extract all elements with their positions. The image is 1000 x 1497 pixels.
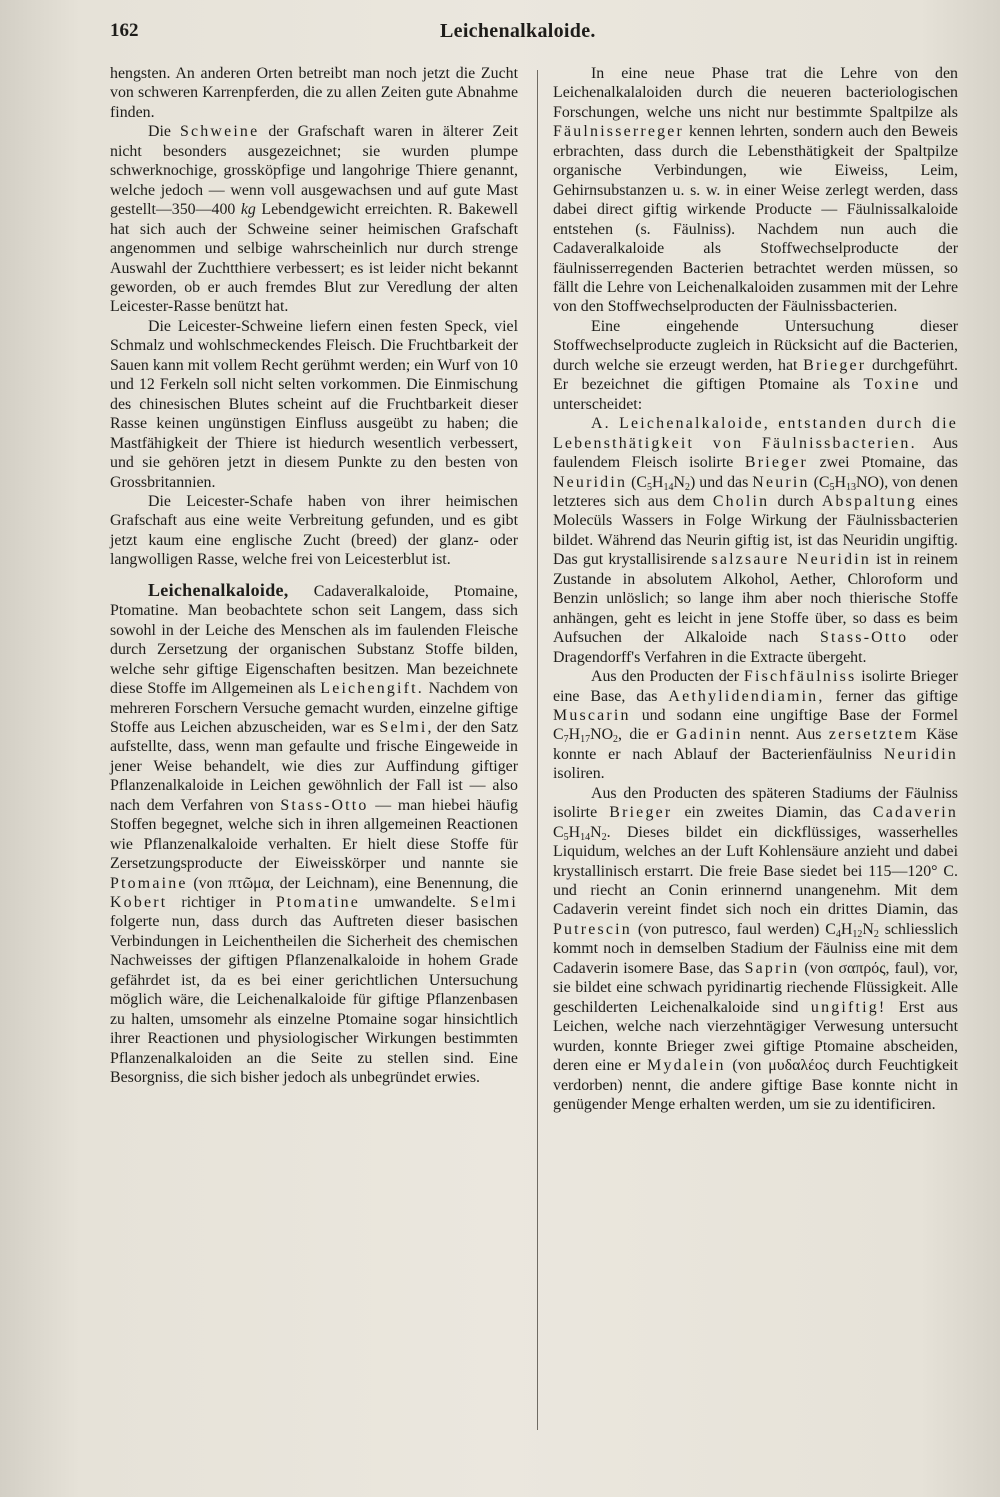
paragraph-pigs: Die Schweine der Grafschaft waren in älterer Zeit nicht besonders ausgezeichnet; sie wurden plumpe schwerknochige, grossköpfige und langohrige Thiere genannt, welche jedoch — wenn voll ausgewachsen und auf gute Mast gestellt—350—400 kg Lebendgewicht erreichten. R. Bakewell hat sich auch der Schweine seiner heimischen Grafschaft angenommen und selbige wahrscheinlich nur durch strenge Auswahl der Zuchtthiere verbessert; es ist leider nicht bekannt geworden, ob er auch fremdes Blut zur Veredlung der alten Leicester-Rasse benützt hat. (110, 123, 518, 316)
paragraph-brieger: Eine eingehende Untersuchung dieser Stoffwechselproducte zugleich in Rücksicht auf die Bacterien, durch welche sie erzeugt werden, hat Brieger durchgeführt. Er bezeichnet die giftigen Ptomaine als Toxine und unterscheidet: (553, 317, 959, 413)
spaced-term: Schweine (179, 123, 260, 141)
paragraph-horses: hengsten. An anderen Orten betreibt man noch jetzt die Zucht von schweren Karrenpferden, die zu allen Zeiten gute Abnahme finden. (110, 65, 518, 121)
running-title: Leichenalkaloide. (440, 20, 596, 42)
paragraph-leicester-pigs: Die Leicester-Schweine liefern einen festen Speck, viel Schmalz und wohlschmeckendes Fleisch. Die Fruchtbarkeit der Sauen kann mit vollem Recht gerühmt werden; ein Wurf von 10 und 12 Ferkeln soll nicht selten vorkommen. Die Einmischung des chinesischen Blutes scheint auf die Fruchtbarkeit dieser Rasse keinen ungünstigen Einfluss ausgeübt zu haben; die Mastfähigkeit der Thiere ist hiedurch wesentlich verbessert, und sie gehören jetzt in diesem Punkte zu den besten von Grossbritannien. (110, 317, 518, 491)
paragraph-later-stage: Aus den Producten des späteren Stadiums der Fäulniss isolirte Brieger ein zweites Diamin, das Cadaverin $C_5H_{14}N_2$. Dieses bildet ein dickflüssiges, wasserhelles Liquidum, welches an der Luft Kohlensäure anzieht und dabei krystallinisch erstarrt. Die freie Base siedet bei 115—120° C. und riecht an Conin erinnernd unangenehm. Mit dem Cadaverin vereint findet sich noch ein drittes Diamin, das Putrescin (von putresco, faul werden) $C_4H_{12}N_2$ schliesslich kommt noch in demselben Stadium der Fäulniss eine mit dem Cadaverin isomere Base, das Saprin (von σαπρός, faul), vor, sie bildet eine schwach pyridinartig riechende Flüssigkeit. Alle geschilderten Leichenalkaloide sind ungiftig! Erst aus Leichen, welche nach vierzehntägiger Verwesung untersucht wurden, konnte Brieger zwei giftige Ptomaine abscheiden, deren eine er Mydalein (von μυδαλέος durch Feuchtigkeit verdorben) nennt, die andere giftige Base konnte nicht in genügender Menge erhalten werden, um sie zu identificiren. (553, 784, 959, 1114)
paragraph-section-a: A. Leichenalkaloide, entstanden durch die Lebensthätigkeit von Fäulnissbacterien. Aus faulendem Fleisch isolirte Brieger zwei Ptomaine, das Neuridin $(C_5H_{14}N_2)$ und das Neurin $(C_5H_{13}NO)$, von denen letzteres sich aus dem Cholin durch Abspaltung eines Molecüls Wassers in Folge Wirkung der Fäulnissbacterien bildet. Während das Neurin giftig ist, ist das Neuridin ungiftig. Das gut krystallisirende salzsaure Neuridin ist in reinem Zustande in absolutem Alkohol, Aether, Chloroform und Benzin unlöslich; so lange ihm aber noch thierische Stoffe anhängen, geht es leicht in jene Stoffe über, so dass es beim Aufsuchen der Alkaloide nach Stass-Otto oder Dragendorff's Verfahren in die Extracte übergeht. (553, 415, 958, 666)
paragraph-leichenalkaloide: Leichenalkaloide, Cadaveralkaloide, Ptomaine, Ptomatine. Man beobachtete schon seit Langem, dass sich sowohl in der Leiche des Menschen als im faulenden Fleische durch Zersetzung der organischen Substanz Stoffe bilden, welche sehr giftige Eigenschaften besitzen. Man bezeichnete diese Stoffe im Allgemeinen als Leichengift. Nachdem von mehreren Forschern Versuche gemacht wurden, einzelne giftige Stoffe aus Leichen abzuscheiden, war es Selmi, der den Satz aufstellte, dass, wenn man gefaulte und frische Eingeweide in jener Weise behandelt, wie dies zur Auffindung giftiger Pflanzenalkaloide in Leichen gewöhnlich der Fall ist — also nach dem Verfahren von Stass-Otto — man hiebei häufig Stoffen begegnet, welche sich in ihren allgemeinen Reactionen wie Pflanzenalkaloide verhalten. Er hielt diese Stoffe für Zersetzungsproducte der Eiweisskörper und nannte sie Ptomaine (von πτῶμα, der Leichnam), eine Benennung, die Kobert richtiger in Ptomatine umwandelte. Selmi folgerte nun, dass durch das Auftreten dieser basischen Verbindungen in Leichentheilen die Sicherheit des chemischen Nachweisses der giftigen Pflanzenalkaloide in hohem Grade gefährdet ist, da es bei einer gerichtlichen Untersuchung möglich wäre, die Leichenalkaloide für giftige Pflanzenbasen zu halten, umsomehr als einzelne Ptomaine sogar hinsichtlich ihrer Reactionen und physiologischer Wirkungen bestimmten Pflanzenalkaloiden an die Seite zu stellen sind. Eine Besorgniss, die sich bisher jedoch als unbegründet erwies. (110, 579, 519, 1087)
paragraph-fish-putrefaction: Aus den Producten der Fischfäulniss isolirte Brieger eine Base, das Aethylidendiamin, ferner das giftige Muscarin und sodann eine ungiftige Base der Formel $C_7H_{17}NO_2$, die er Gadinin nennt. Aus zersetztem Käse konnte er nach Ablauf der Bacterienfäulniss Neuridin isoliren. (553, 668, 958, 783)
paragraph-leicester-sheep: Die Leicester-Schafe haben von ihrer heimischen Grafschaft aus eine weite Verbreitung gefunden, und es gibt jetzt kaum eine englische Zucht (breed) der glanz- oder langwolligen Rasse, welche frei von Leicesterblut ist. (110, 492, 518, 569)
column-divider (537, 70, 538, 1430)
entry-heading: Leichenalkaloide, (148, 579, 289, 600)
page-header (110, 20, 890, 50)
right-column (553, 64, 958, 1114)
left-column (110, 64, 518, 1088)
page-number: 162 (110, 20, 139, 41)
paragraph-bacteriology: In eine neue Phase trat die Lehre von den Leichenalkalaloiden durch die neueren bacteriologischen Forschungen, welche uns nicht nur bestimmte Spaltpilze als Fäulnisserreger kennen lehrten, sondern auch den Beweis erbrachten, dass durch die Lebensthätigkeit der Spaltpilze organische Verbindungen, wie Eiweiss, Leim, Gehirnsubstanzen u. s. w. in einer Weise zerlegt werden, dass dabei direct giftig wirkende Producte — Fäulnissalkaloide entstehen (s. Fäulniss). Nachdem nun auch die Cadaveralkaloide als Stoffwechselproducte der fäulnisserregenden Bacterien betrachtet werden müssen, so fällt die Lehre von Leichenalkaloiden zusammen mit der Lehre von den Stoffwechselproducten der Fäulnissbacterien. (553, 65, 958, 316)
unit-kg: kg (240, 201, 256, 219)
